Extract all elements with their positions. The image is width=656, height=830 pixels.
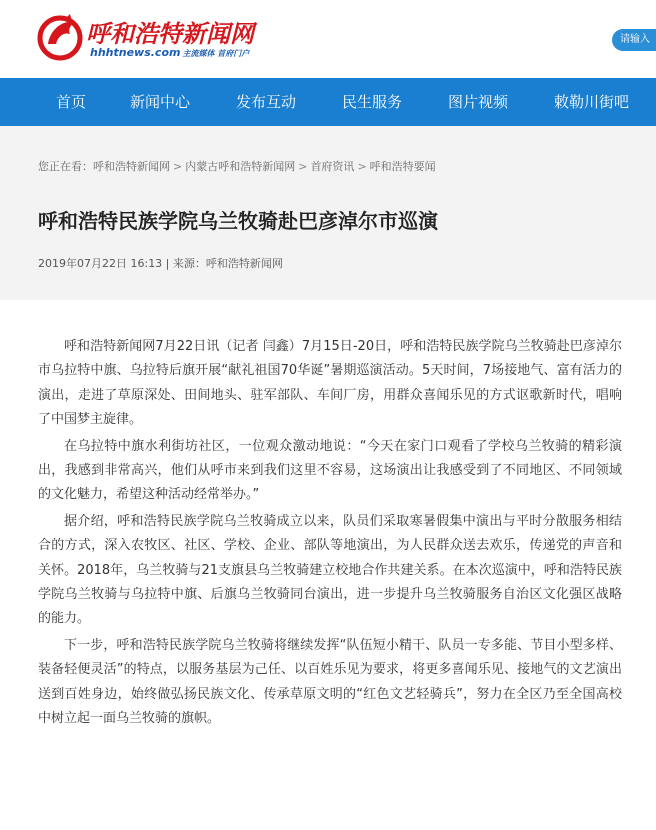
logo-slogan: 主流媒体 首府门户 [182,49,250,58]
nav-item-home[interactable]: 首页 [56,93,87,111]
breadcrumb-separator: > [298,160,308,173]
horse-logo-icon [34,10,86,62]
logo-domain: hhhtnews.com [90,46,181,59]
article-paragraph: 据介绍，呼和浩特民族学院乌兰牧骑成立以来，队员们采取寒暑假集中演出与平时分散服务相结合的方式，深入农牧区、社区、学校、企业、部队等地演出，为人民群众送去欢乐，传递党的声音和关怀。2018年，乌兰牧骑与21支旗县乌兰牧骑建立校地合作共建关系。在本次巡演中，呼和浩特民族学院乌兰牧骑与乌拉特中旗、后旗乌兰牧骑同台演出，进一步提升乌兰牧骑服务自治区文化强区战略的能力。 [38,513,622,627]
breadcrumb [38,158,436,174]
site-logo[interactable] [34,8,264,64]
nav-item-photo-video[interactable]: 图片视频 [448,93,509,111]
search-input[interactable]: 请输入 [612,29,656,51]
breadcrumb-item[interactable]: 呼和浩特要闻 [369,160,436,173]
article-body [38,335,622,734]
article-paragraph: 下一步，呼和浩特民族学院乌兰牧骑将继续发挥“队伍短小精干、队员一专多能、节目小型多样、装备轻便灵活”的特点，以服务基层为己任、以百姓乐见为要求，将更多喜闻乐见、接地气的文艺演出送到百姓身边，始终做弘扬民族文化、传承草原文明的“红色文艺轻骑兵”，努力在全区乃至全国高校中树立起一面乌兰牧骑的旗帜。 [38,637,622,727]
logo-chinese-name: 呼和浩特新闻网 [86,20,254,48]
article-paragraph: 呼和浩特新闻网7月22日讯（记者 闫鑫）7月15日-20日，呼和浩特民族学院乌兰牧骑赴巴彦淖尔市乌拉特中旗、乌拉特后旗开展“献礼祖国70华诞”暑期巡演活动。5天时间，7场接地气、富有活力的演出，走进了草原深处、田间地头、驻军部队、车间厂房，用群众喜闻乐见的方式讴歌新时代，唱响了中国梦主旋律。 [38,339,622,428]
main-nav [0,78,656,126]
breadcrumb-separator: > [173,160,183,173]
site-header [0,0,656,78]
article-title: 呼和浩特民族学院乌兰牧骑赴巴彦淖尔市巡演 [38,209,438,233]
breadcrumb-item[interactable]: 内蒙古呼和浩特新闻网 [185,160,296,173]
nav-item-news-center[interactable]: 新闻中心 [130,93,191,111]
article-paragraph: 在乌拉特中旗水利街坊社区，一位观众激动地说：“今天在家门口观看了学校乌兰牧骑的精彩演出，我感到非常高兴，他们从呼市来到我们这里不容易，这场演出让我感受到了不同地区、不同领域的文化魅力，希望这种活动经常举办。” [38,438,622,503]
breadcrumb-prefix: 您正在看： [38,160,93,173]
breadcrumb-separator: > [357,160,367,173]
breadcrumb-item[interactable]: 呼和浩特新闻网 [93,160,170,173]
nav-item-livelihood[interactable]: 民生服务 [342,93,403,111]
nav-item-chilechuan[interactable]: 敕勒川街吧 [554,93,630,111]
nav-item-publish-interact[interactable]: 发布互动 [236,93,297,111]
breadcrumb-item[interactable]: 首府资讯 [310,160,355,173]
article-meta: 2019年07月22日 16:13 | 来源：呼和浩特新闻网 [38,257,283,270]
logo-english-name [90,46,249,59]
